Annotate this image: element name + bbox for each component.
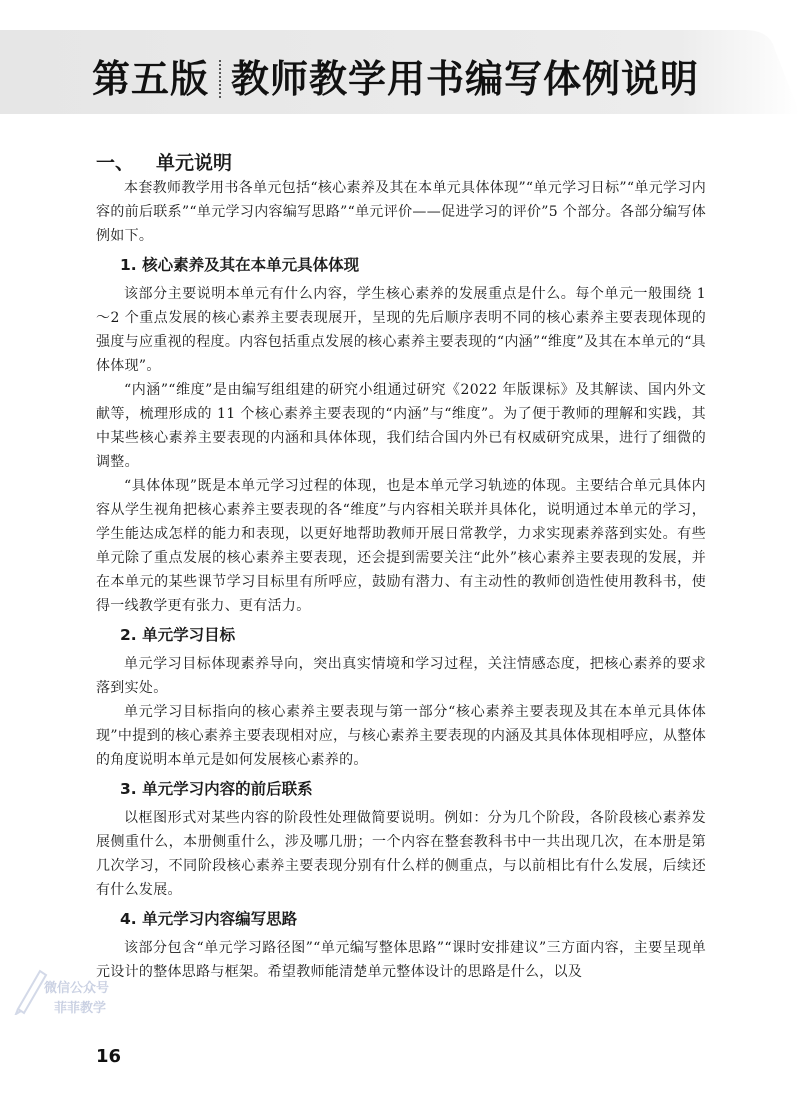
paragraph: 单元学习目标体现素养导向，突出真实情境和学习过程，关注情感态度，把核心素养的要求落到实处。 [96,656,706,696]
paragraph: 该部分包含“单元学习路径图”“单元编写整体思路”“课时安排建议”三方面内容，主要呈现单元设计的整体思路与框架。希望教师能清楚单元整体设计的思路是什么，以及 [96,940,706,980]
paragraph: “内涵”“维度”是由编写组组建的研究小组通过研究《2022 年版课标》及其解读、国内外文献等，梳理形成的 11 个核心素养主要表现的“内涵”与“维度”。为了便于教师的理解和实践，其中某些核心素养主要表现的内涵和具体体现，我们结合国内外已有权威研究成果，进行了细微的调整。 [96,382,706,470]
page-title [92,48,699,103]
edition-label: 第五版 [92,57,210,101]
section-heading [96,148,232,175]
watermark [10,963,130,1023]
intro-paragraph: 本套教师教学用书各单元包括“核心素养及其在本单元具体体现”“单元学习日标”“单元学习内容的前后联系”“单元学习内容编写思路”“单元评价——促进学习的评价”5 个部分。各部分编写体例如下。 [96,180,706,244]
paragraph: 以框图形式对某些内容的阶段性处理做简要说明。例如：分为几个阶段，各阶段核心素养发展侧重什么，本册侧重什么，涉及哪几册；一个内容在整套教科书中一共出现几次，在本册是第几次学习，不同阶段核心素养主要表现分别有什么样的侧重点，与以前相比有什么发展，后续还有什么发展。 [96,810,706,898]
watermark-line-1: 微信公众号 [44,981,110,996]
section-title-text: 单元说明 [156,152,233,174]
subsection-heading: 1. 核心素养及其在本单元具体体现 [120,256,360,274]
paragraph: 该部分主要说明本单元有什么内容，学生核心素养的发展重点是什么。每个单元一般围绕 1～2 个重点发展的核心素养主要表现展开，呈现的先后顺序表明不同的核心素养主要表现体现的强度与应重视的程度。内容包括重点发展的核心素养主要表现的“内涵”“维度”及其在本单元的“具体体现”。 [96,286,706,374]
subsection-heading: 3. 单元学习内容的前后联系 [120,780,313,798]
body-content [96,176,706,984]
section-number: 一、 [96,152,135,174]
subsection-heading: 2. 单元学习目标 [120,626,236,644]
paragraph: 单元学习目标指向的核心素养主要表现与第一部分“核心素养主要表现及其在本单元具体体现”中提到的核心素养主要表现相对应，与核心素养主要表现的内涵及其具体体现相呼应，从整体的角度说明本单元是如何发展核心素养的。 [96,704,706,768]
title-text: 教师教学用书编写体例说明 [231,57,700,101]
paragraph: “具体体现”既是本单元学习过程的体现，也是本单元学习轨迹的体现。主要结合单元具体内容从学生视角把核心素养主要表现的各“维度”与内容相关联并具体化，说明通过本单元的学习，学生能达成怎样的能力和表现，以更好地帮助教师开展日常教学，力求实现素养落到实处。有些单元除了重点发展的核心素养主要表现，还会提到需要关注“此外”核心素养主要表现的发展，并在本单元的某些课节学习目标里有所呼应，鼓励有潜力、有主动性的教师创造性使用教科书，使得一线教学更有张力、更有活力。 [96,478,706,614]
title-separator [219,60,221,98]
page-number: 16 [96,1046,122,1067]
watermark-line-2: 菲菲教学 [54,1001,107,1016]
subsection-heading: 4. 单元学习内容编写思路 [120,910,298,928]
